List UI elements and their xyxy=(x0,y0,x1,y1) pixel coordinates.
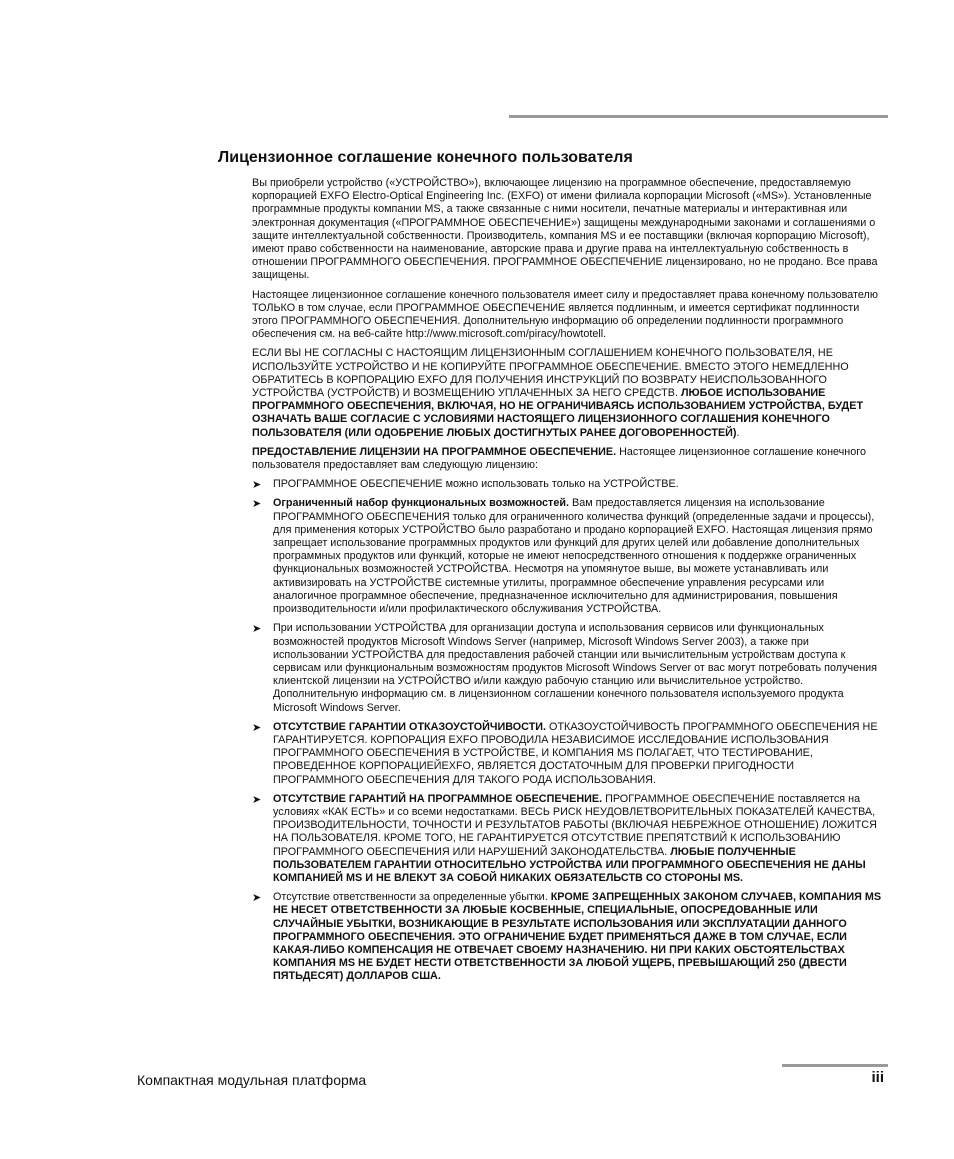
page-number: iii xyxy=(871,1069,884,1086)
paragraph-validity: Настоящее лицензионное соглашение конечного пользователя имеет силу и предоставляет права конечному пользователю ТОЛЬКО в том случае, если ПРОГРАММНОЕ ОБЕСПЕЧЕНИЕ является подлинным, и имеется сертификат подлинности этого ПРОГРАММНОГО ОБЕСПЕЧЕНИЯ. Дополнительную информацию об определении подлинности программного обеспечения см. на веб-сайте http://www.microsoft.com/piracy/howtotell. xyxy=(252,288,878,341)
list-item: ➤ Ограниченный набор функциональных возможностей. Вам предоставляется лицензия на использование ПРОГРАММНОГО ОБЕСПЕЧЕНИЯ только для ограниченного количества функций (определенные задачи и процессы), для применения которых УСТРОЙСТВО было разработано и продано корпорацией EXFO. Настоящая лицензия прямо запрещает использование программных продуктов или функций для других целей или добавление дополнительных программных продуктов или функций, которые не имеют непосредственного отношения к поддержке ограниченных функциональных возможностей УСТРОЙСТВА. Несмотря на упомянутое выше, вы можете устанавливать или активизировать на УСТРОЙСТВЕ системные утилиты, программное обеспечение управления ресурсами или аналогичное программное обеспечение, предназначенное исключительно для администрирования, повышения производительности и/или профилактического обслуживания УСТРОЙСТВА. xyxy=(252,497,875,616)
list-item: ➤ ОТСУТСТВИЕ ГАРАНТИЙ НА ПРОГРАММНОЕ ОБЕСПЕЧЕНИЕ. ПРОГРАММНОЕ ОБЕСПЕЧЕНИЕ поставляется на условиях «КАК ЕСТЬ» и со всеми недостатками. ВЕСЬ РИСК НЕУДОВЛЕТВОРИТЕЛЬНЫХ ПОКАЗАТЕЛЕЙ КАЧЕСТВА, ПРОИЗВОДИТЕЛЬНОСТИ, ТОЧНОСТИ И РЕЗУЛЬТАТОВ РАБОТЫ (ВКЛЮЧАЯ НЕБРЕЖНОЕ ОТНОШЕНИЕ) ЛОЖИТСЯ НА ПОЛЬЗОВАТЕЛЯ. КРОМЕ ТОГО, НЕ ГАРАНТИРУЕТСЯ ОТСУТСТВИЕ ПРЕПЯТСТВИЙ К ИСПОЛЬЗОВАНИЮ ПРОГРАММНОГО ОБЕСПЕЧЕНИЯ ИЛИ НАРУШЕНИЙ ЗАКОНОДАТЕЛЬСТВА. ЛЮБЫЕ ПОЛУЧЕННЫЕ ПОЛЬЗОВАТЕЛЕМ ГАРАНТИИ ОТНОСИТЕЛЬНО УСТРОЙСТВА ИЛИ ПРОГРАММНОГО ОБЕСПЕЧЕНИЯ НЕ ДАНЫ КОМПАНИЕЙ MS И НЕ ВЛЕКУТ ЗА СОБОЙ НИКАКИХ ОБЯЗАТЕЛЬСТВ СО СТОРОНЫ MS. xyxy=(252,792,877,884)
bullet-arrow-icon: ➤ xyxy=(252,793,262,806)
document-body xyxy=(252,177,886,990)
bullet-arrow-icon: ➤ xyxy=(252,721,262,734)
list-item: ➤ ПРОГРАММНОЕ ОБЕСПЕЧЕНИЕ можно использовать только на УСТРОЙСТВЕ. xyxy=(252,478,679,492)
list-item: ➤ При использовании УСТРОЙСТВА для организации доступа и использования сервисов или функциональных возможностей продуктов Microsoft Windows Server (например, Microsoft Windows Server 2003), а также при использовании УСТРОЙСТВА для предоставления рабочей станции или вычислительным устройствам доступа к сервисам или функциональным возможностям продуктов Microsoft Windows Server от вас могут потребовать получения клиентской лицензии на УСТРОЙСТВО и/или каждую рабочую станцию или вычислительное устройство. Дополнительную информацию см. в лицензионном соглашении конечного пользователя используемого продукта Microsoft Windows Server. xyxy=(252,622,877,714)
list-item: ➤ Отсутствие ответственности за определенные убытки. КРОМЕ ЗАПРЕЩЕННЫХ ЗАКОНОМ СЛУЧАЕВ, КОМПАНИЯ MS НЕ НЕСЕТ ОТВЕТСТВЕННОСТИ ЗА ЛЮБЫЕ КОСВЕННЫЕ, СПЕЦИАЛЬНЫЕ, ОПОСРЕДОВАННЫЕ ИЛИ СЛУЧАЙНЫЕ УБЫТКИ, ВОЗНИКАЮЩИЕ В РЕЗУЛЬТАТЕ ИСПОЛЬЗОВАНИЯ ИЛИ ЭКСПЛУАТАЦИИ ДАННОГО ПРОГРАММНОГО ОБЕСПЕЧЕНИЯ. ЭТО ОГРАНИЧЕНИЕ БУДЕТ ПРИМЕНЯТЬСЯ ДАЖЕ В ТОМ СЛУЧАЕ, ЕСЛИ КАКАЯ-ЛИБО КОМПЕНСАЦИЯ НЕ ОТВЕЧАЕТ СВОЕМУ НАЗНАЧЕНИЮ. НИ ПРИ КАКИХ ОБСТОЯТЕЛЬСТВАХ КОМПАНИЯ MS НЕ БУДЕТ НЕСТИ ОТВЕТСТВЕННОСТИ ЗА ЛЮБОЙ УЩЕРБ, ПРЕВЫШАЮЩИЙ 250 (ДВЕСТИ ПЯТЬДЕСЯТ) ДОЛЛАРОВ США. xyxy=(252,891,882,983)
bullet-arrow-icon: ➤ xyxy=(252,498,262,511)
bullet-arrow-icon: ➤ xyxy=(252,892,262,905)
license-terms-list xyxy=(252,478,886,983)
page-title: Лицензионное соглашение конечного пользователя xyxy=(218,149,633,166)
list-item: ➤ ОТСУТСТВИЕ ГАРАНТИИ ОТКАЗОУСТОЙЧИВОСТИ. ОТКАЗОУСТОЙЧИВОСТЬ ПРОГРАММНОГО ОБЕСПЕЧЕНИЯ НЕ ГАРАНТИРУЕТСЯ. КОРПОРАЦИЯ EXFO ПРОВОДИЛА НЕЗАВИСИМОЕ ИССЛЕДОВАНИЕ ИСПОЛЬЗОВАНИЯ ПРОГРАММНОГО ОБЕСПЕЧЕНИЯ В УСТРОЙСТВЕ, И КОМПАНИЯ MS ПОЛАГАЕТ, ЧТО ТЕСТИРОВАНИЕ, ПРОВЕДЕННОЕ КОРПОРАЦИЕЙEXFO, ЯВЛЯЕТСЯ ДОСТАТОЧНЫМ ДЛЯ ПРОВЕРКИ ПРИГОДНОСТИ ПРОГРАММНОГО ОБЕСПЕЧЕНИЯ ДЛЯ ТАКОГО РОДА ИСПОЛЬЗОВАНИЯ. xyxy=(252,720,878,786)
bullet-arrow-icon: ➤ xyxy=(252,479,262,492)
bullet-arrow-icon: ➤ xyxy=(252,623,262,636)
paragraph-disagreement: ЕСЛИ ВЫ НЕ СОГЛАСНЫ С НАСТОЯЩИМ ЛИЦЕНЗИОННЫМ СОГЛАШЕНИЕМ КОНЕЧНОГО ПОЛЬЗОВАТЕЛЯ, НЕ ИСПОЛЬЗУЙТЕ УСТРОЙСТВО И НЕ КОПИРУЙТЕ ПРОГРАММНОЕ ОБЕСПЕЧЕНИЕ. ВМЕСТО ЭТОГО НЕМЕДЛЕННО ОБРАТИТЕСЬ В КОРПОРАЦИЮ EXFO ДЛЯ ПОЛУЧЕНИЯ ИНСТРУКЦИЙ ПО ВОЗВРАТУ НЕИСПОЛЬЗОВАННОГО УСТРОЙСТВА (УСТРОЙСТВ) И ВОЗМЕЩЕНИЮ УПЛАЧЕННЫХ ЗА НЕГО СРЕДСТВ. ЛЮБОЕ ИСПОЛЬЗОВАНИЕ ПРОГРАММНОГО ОБЕСПЕЧЕНИЯ, ВКЛЮЧАЯ, НО НЕ ОГРАНИЧИВАЯСЬ ИСПОЛЬЗОВАНИЕМ УСТРОЙСТВА, БУДЕТ ОЗНАЧАТЬ ВАШЕ СОГЛАСИЕ С УСЛОВИЯМИ НАСТОЯЩЕГО ЛИЦЕНЗИОННОГО СОГЛАШЕНИЯ КОНЕЧНОГО ПОЛЬЗОВАТЕЛЯ (ИЛИ ОДОБРЕНИЕ ЛЮБЫХ ДОСТИГНУТЫХ РАНЕЕ ДОГОВОРЕННОСТЕЙ). xyxy=(252,347,864,439)
paragraph-intro: Вы приобрели устройство («УСТРОЙСТВО»), включающее лицензию на программное обеспечение, предоставляемую корпорацией EXFO Electro-Optical Engineering Inc. (EXFO) от имени филиала корпорации Microsoft («MS»). Установленные программные продукты компании MS, а также связанные с ними носители, печатные материалы и интерактивная или электронная документация («ПРОГРАММНОЕ ОБЕСПЕЧЕНИЕ») защищены международными законами и соглашениями о защите интеллектуальной собственности. Производитель, компания MS и ее поставщики (включая корпорацию Microsoft), имеют право собственности на наименование, авторские права и другие права на интеллектуальную собственность в отношении ПРОГРАММНОГО ОБЕСПЕЧЕНИЯ. ПРОГРАММНОЕ ОБЕСПЕЧЕНИЕ лицензировано, но не продано. Все права защищены. xyxy=(252,177,878,282)
footer-rule xyxy=(782,1064,888,1067)
paragraph-license-grant: ПРЕДОСТАВЛЕНИЕ ЛИЦЕНЗИИ НА ПРОГРАММНОЕ ОБЕСПЕЧЕНИЕ. Настоящее лицензионное соглашение конечного пользователя предоставляет вам следующую лицензию: xyxy=(252,445,866,472)
header-rule xyxy=(509,115,888,118)
footer-title: Компактная модульная платформа xyxy=(137,1072,367,1088)
